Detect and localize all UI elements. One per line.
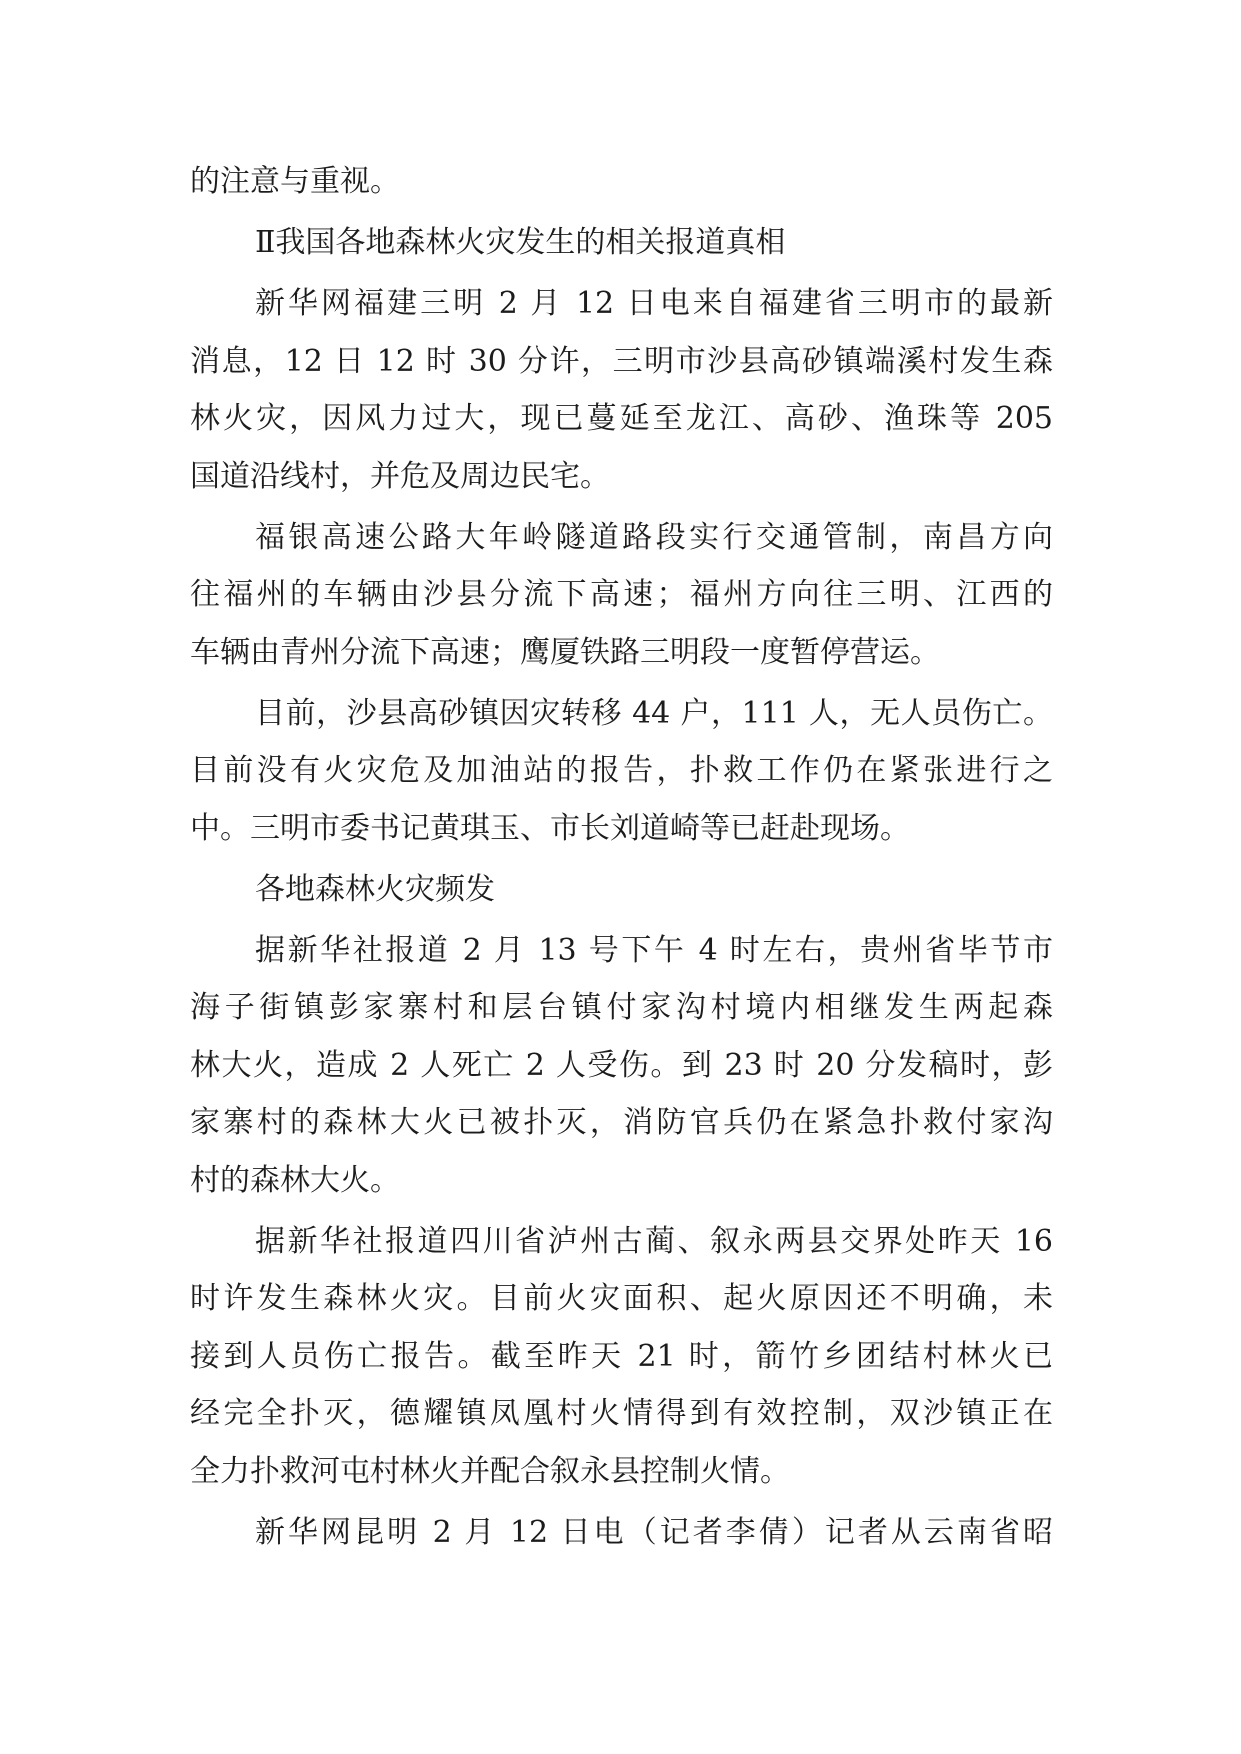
text-line: 中。三明市委书记黄琪玉、市长刘道崎等已赶赴现场。 [190, 810, 910, 846]
paragraph-continuation [190, 153, 1053, 211]
text-line: 据新华社报道四川省泸州古蔺、叙永两县交界处昨天 16 [255, 1223, 1053, 1259]
text-line: 海子街镇彭家寨村和层台镇付家沟村境内相继发生两起森 [190, 990, 1053, 1025]
text-line: 车辆由青州分流下高速；鹰厦铁路三明段一度暂停营运。 [190, 634, 940, 670]
text-line: 据新华社报道 2 月 13 号下午 4 时左右，贵州省毕节市 [255, 932, 1053, 968]
text-line: 福银高速公路大年岭隧道路段实行交通管制，南昌方向 [255, 519, 1053, 555]
paragraph-kunming [190, 1504, 1053, 1562]
paragraph-traffic-control [190, 509, 1053, 682]
text-line: 时许发生森林火灾。目前火灾面积、起火原因还不明确，未 [190, 1281, 1053, 1316]
text-line: 消息，12 日 12 时 30 分许，三明市沙县高砂镇端溪村发生森 [190, 343, 1053, 379]
subheading-paragraph [190, 861, 1053, 919]
subheading: 各地森林火灾频发 [255, 871, 495, 907]
text-line: 接到人员伤亡报告。截至昨天 21 时，箭竹乡团结村林火已 [190, 1338, 1053, 1374]
text-line: 林大火，造成 2 人死亡 2 人受伤。到 23 时 20 分发稿时，彭 [190, 1047, 1053, 1083]
paragraph-sichuan [190, 1213, 1053, 1501]
text-line: 林火灾，因风力过大，现已蔓延至龙江、高砂、渔珠等 205 [190, 401, 1053, 436]
text-line: 村的森林大火。 [190, 1162, 400, 1198]
paragraph-fujian-sanming [190, 275, 1053, 505]
text-line: 新华网福建三明 2 月 12 日电来自福建省三明市的最新 [255, 286, 1053, 321]
section-heading: Ⅱ我国各地森林火灾发生的相关报道真相 [255, 225, 786, 260]
text-line: 的注意与重视。 [190, 164, 400, 199]
text-line: 目前没有火灾危及加油站的报告，扑救工作仍在紧张进行之 [190, 753, 1053, 788]
text-line: 国道沿线村，并危及周边民宅。 [190, 458, 610, 494]
text-line: 往福州的车辆由沙县分流下高速；福州方向往三明、江西的 [190, 577, 1053, 612]
paragraph-current-status [190, 685, 1053, 858]
section-heading-paragraph [190, 214, 1053, 272]
paragraph-guizhou [190, 922, 1053, 1210]
text-line: 目前，沙县高砂镇因灾转移 44 户，111 人，无人员伤亡。 [255, 695, 1053, 731]
text-line: 全力扑救河屯村林火并配合叙永县控制火情。 [190, 1453, 790, 1489]
text-line: 经完全扑灭，德耀镇凤凰村火情得到有效控制，双沙镇正在 [190, 1396, 1053, 1431]
text-line: 家寨村的森林大火已被扑灭，消防官兵仍在紧急扑救付家沟 [190, 1105, 1053, 1140]
text-line: 新华网昆明 2 月 12 日电（记者李倩）记者从云南省昭 [255, 1514, 1053, 1550]
